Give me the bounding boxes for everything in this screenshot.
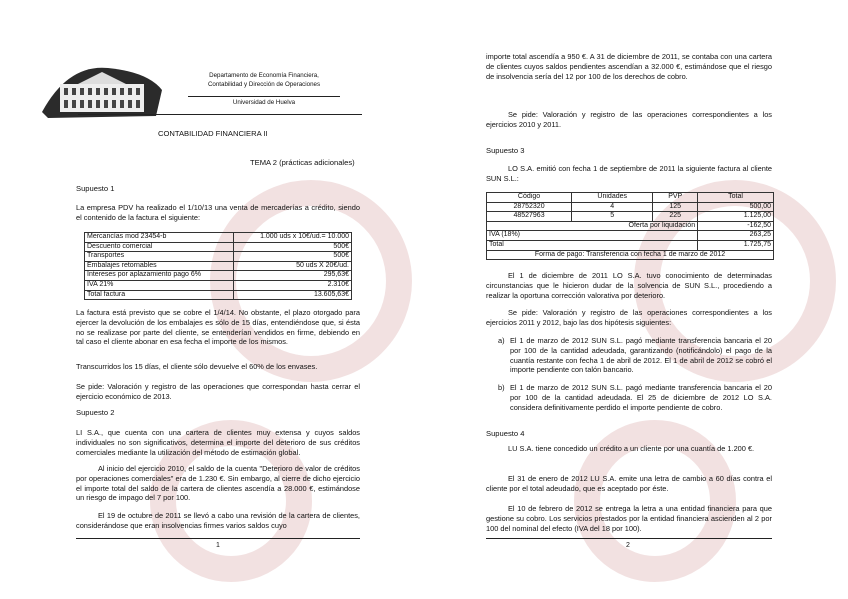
- table-cell-units: 4: [572, 202, 653, 212]
- paragraph: Al inicio del ejercicio 2010, el saldo de la cuenta "Deterioro de valor de créditos por operaciones comerciales" era de 1.230 €. Sin embargo, al cierre de dicho ejercicio el importe total del saldo de la cartera de clientes ascendía a 28.000 €, estimándose un riesgo de impago del 7 por 100.: [76, 464, 360, 503]
- table-row: [487, 202, 774, 212]
- table-row-payment: [487, 250, 774, 260]
- section-title: Supuesto 4: [486, 429, 525, 438]
- table-cell-concept: Total factura: [85, 290, 234, 300]
- table-header-cell: Código: [487, 193, 572, 203]
- paragraph: LO S.A. emitió con fecha 1 de septiembre de 2011 la siguiente factura al cliente SUN S.L.:: [486, 164, 772, 183]
- table-cell-concept: IVA 21%: [85, 280, 234, 290]
- total-label: Total: [487, 240, 698, 250]
- section-title: Supuesto 2: [76, 408, 115, 417]
- table-row-iva: [487, 231, 774, 241]
- table-row: [85, 261, 352, 271]
- payment-terms: Forma de pago: Transferencia con fecha 1 de marzo de 2012: [487, 250, 774, 260]
- paragraph: importe total ascendía a 950 €. A 31 de diciembre de 2011, se contaba con una cartera de clientes cuyos saldos pendientes ascendían a 32.000 €, estimándose que el riesgo de insolvencia sería del 12 por 100 de los derechos de cobro.: [486, 52, 772, 81]
- table-cell-concept: Embalajes retornables: [85, 261, 234, 271]
- paragraph: Transcurridos los 15 días, el cliente sólo devuelve el 60% de los envases.: [76, 362, 318, 371]
- table-cell-amount: 500€: [234, 242, 352, 252]
- university-logo: [38, 60, 166, 122]
- table-row-total: [487, 240, 774, 250]
- table-cell-amount: 2.310€: [234, 280, 352, 290]
- table-row: [85, 290, 352, 300]
- table-cell-amount: 13.605,63€: [234, 290, 352, 300]
- iva-value: 263,25: [698, 231, 774, 241]
- table-cell-amount: 1.000 uds x 10€/ud.= 10.000: [234, 233, 352, 243]
- offer-label: Oferta por liquidación: [487, 221, 698, 231]
- table-cell-total: 1.125,00: [698, 212, 774, 222]
- list-marker: b): [498, 383, 505, 392]
- paragraph: La empresa PDV ha realizado el 1/10/13 una venta de mercaderías a crédito, siendo el contenido de la factura el siguiente:: [76, 203, 360, 222]
- table-row: [85, 280, 352, 290]
- table-cell-units: 5: [572, 212, 653, 222]
- table-row: [487, 212, 774, 222]
- invoice-table: [84, 232, 352, 300]
- table-cell-concept: Intereses por aplazamiento pago 6%: [85, 271, 234, 281]
- table-row-offer: [487, 221, 774, 231]
- list-marker: a): [498, 336, 505, 345]
- table-cell-amount: 500€: [234, 252, 352, 262]
- list-item: El 1 de marzo de 2012 SUN S.L. pagó mediante transferencia bancaria el 20 por 100 de la cantidad adeudada. El 25 de diciembre de 2012 LO S.A. considera definitivamente perdido el importe pendiente de cobro.: [510, 383, 772, 412]
- footer-rule: [76, 538, 360, 539]
- table-cell-concept: Descuento comercial: [85, 242, 234, 252]
- paragraph: LU S.A. tiene concedido un crédito a un cliente por una cuantía de 1.200 €.: [508, 444, 755, 453]
- total-value: 1.725,75: [698, 240, 774, 250]
- table-cell-price: 225: [653, 212, 698, 222]
- paragraph: LI S.A., que cuenta con una cartera de clientes muy extensa y cuyos saldos individuales no son significativos, determina el importe del deterioro de sus créditos comerciales mediante la utilización del método de estimación global.: [76, 428, 360, 457]
- header-line-2: Contabilidad y Dirección de Operaciones: [207, 80, 321, 88]
- table-cell-concept: Transportes: [85, 252, 234, 262]
- department-header: [182, 72, 346, 108]
- table-row: [85, 233, 352, 243]
- iva-label: IVA (18%): [487, 231, 698, 241]
- page-number: 2: [626, 542, 630, 549]
- table-cell-amount: 50 uds X 20€/ud.: [234, 261, 352, 271]
- page-2: [424, 0, 848, 599]
- table-cell-amount: 295,63€: [234, 271, 352, 281]
- table-row: [85, 271, 352, 281]
- header-line-1: Departamento de Economía Financiera,: [209, 72, 319, 79]
- paragraph: El 10 de febrero de 2012 se entrega la letra a una entidad financiera para que gestione su cobro. Los servicios prestados por la entidad financiera ascienden al 2 por 100 del nominal del efecto (IVA del 18 por 100).: [486, 504, 772, 533]
- paragraph: La factura está previsto que se cobre el 1/4/14. No obstante, el plazo otorgado para ejercer la devolución de los embalajes es sólo de 15 días, entendiéndose que, si ésta no se realizase por parte del cliente, se entenderían vendidos en firme, debiendo en tal caso el cliente abonar en esa fecha el importe de los mismos.: [76, 308, 360, 347]
- invoice-table: [486, 192, 774, 260]
- paragraph: Se pide: Valoración y registro de las operaciones que correspondan hasta cerrar el ejercicio económico de 2013.: [76, 382, 360, 401]
- header-line-3: Universidad de Huelva: [232, 99, 296, 106]
- section-title: Supuesto 3: [486, 146, 525, 155]
- table-header-cell: Unidades: [572, 193, 653, 203]
- table-header-row: [487, 193, 774, 203]
- table-cell-concept: Mercancías mod 23454-b: [85, 233, 234, 243]
- table-cell-code: 28752320: [487, 202, 572, 212]
- list-item: El 1 de marzo de 2012 SUN S.L. pagó mediante transferencia bancaria el 20 por 100 de la cantidad adeudada, garantizando (notificándolo) el pago de la cuantía restante con fecha 1 de abril de 2012. El 1 de abril de 2012 se cobró el importe pendiente con talón bancario.: [510, 336, 772, 375]
- paragraph: El 31 de enero de 2012 LU S.A. emite una letra de cambio a 60 días contra el cliente por el total adeudado, que es aceptado por éste.: [486, 474, 772, 493]
- paragraph: El 1 de diciembre de 2011 LO S.A. tuvo conocimiento de determinadas circunstancias que le hicieron dudar de la solvencia de SUN S.L., procediendo a realizar la oportuna corrección valorativa por deterioro.: [486, 271, 772, 300]
- paragraph: Se pide: Valoración y registro de las operaciones correspondientes a los ejercicios 2011 y 2012, bajo las dos hipótesis siguientes:: [486, 308, 772, 327]
- subtitle: TEMA 2 (prácticas adicionales): [250, 158, 355, 167]
- top-rule: [78, 114, 362, 115]
- footer-rule: [486, 538, 772, 539]
- table-cell-code: 48527963: [487, 212, 572, 222]
- table-header-cell: Total: [698, 193, 774, 203]
- offer-value: -162,50: [698, 221, 774, 231]
- header-rule: [188, 96, 340, 97]
- course-title: CONTABILIDAD FINANCIERA II: [158, 129, 268, 138]
- page-number: 1: [216, 542, 220, 549]
- table-header-cell: PVP: [653, 193, 698, 203]
- table-cell-total: 500,00: [698, 202, 774, 212]
- table-cell-price: 125: [653, 202, 698, 212]
- paragraph: El 19 de octubre de 2011 se llevó a cabo una revisión de la cartera de clientes, considerándose que eran insolvencias firmes varios saldos cuyo: [76, 511, 360, 530]
- section-title: Supuesto 1: [76, 184, 115, 193]
- table-row: [85, 252, 352, 262]
- table-row: [85, 242, 352, 252]
- paragraph: Se pide: Valoración y registro de las operaciones correspondientes a los ejercicios 2010 y 2011.: [486, 110, 772, 129]
